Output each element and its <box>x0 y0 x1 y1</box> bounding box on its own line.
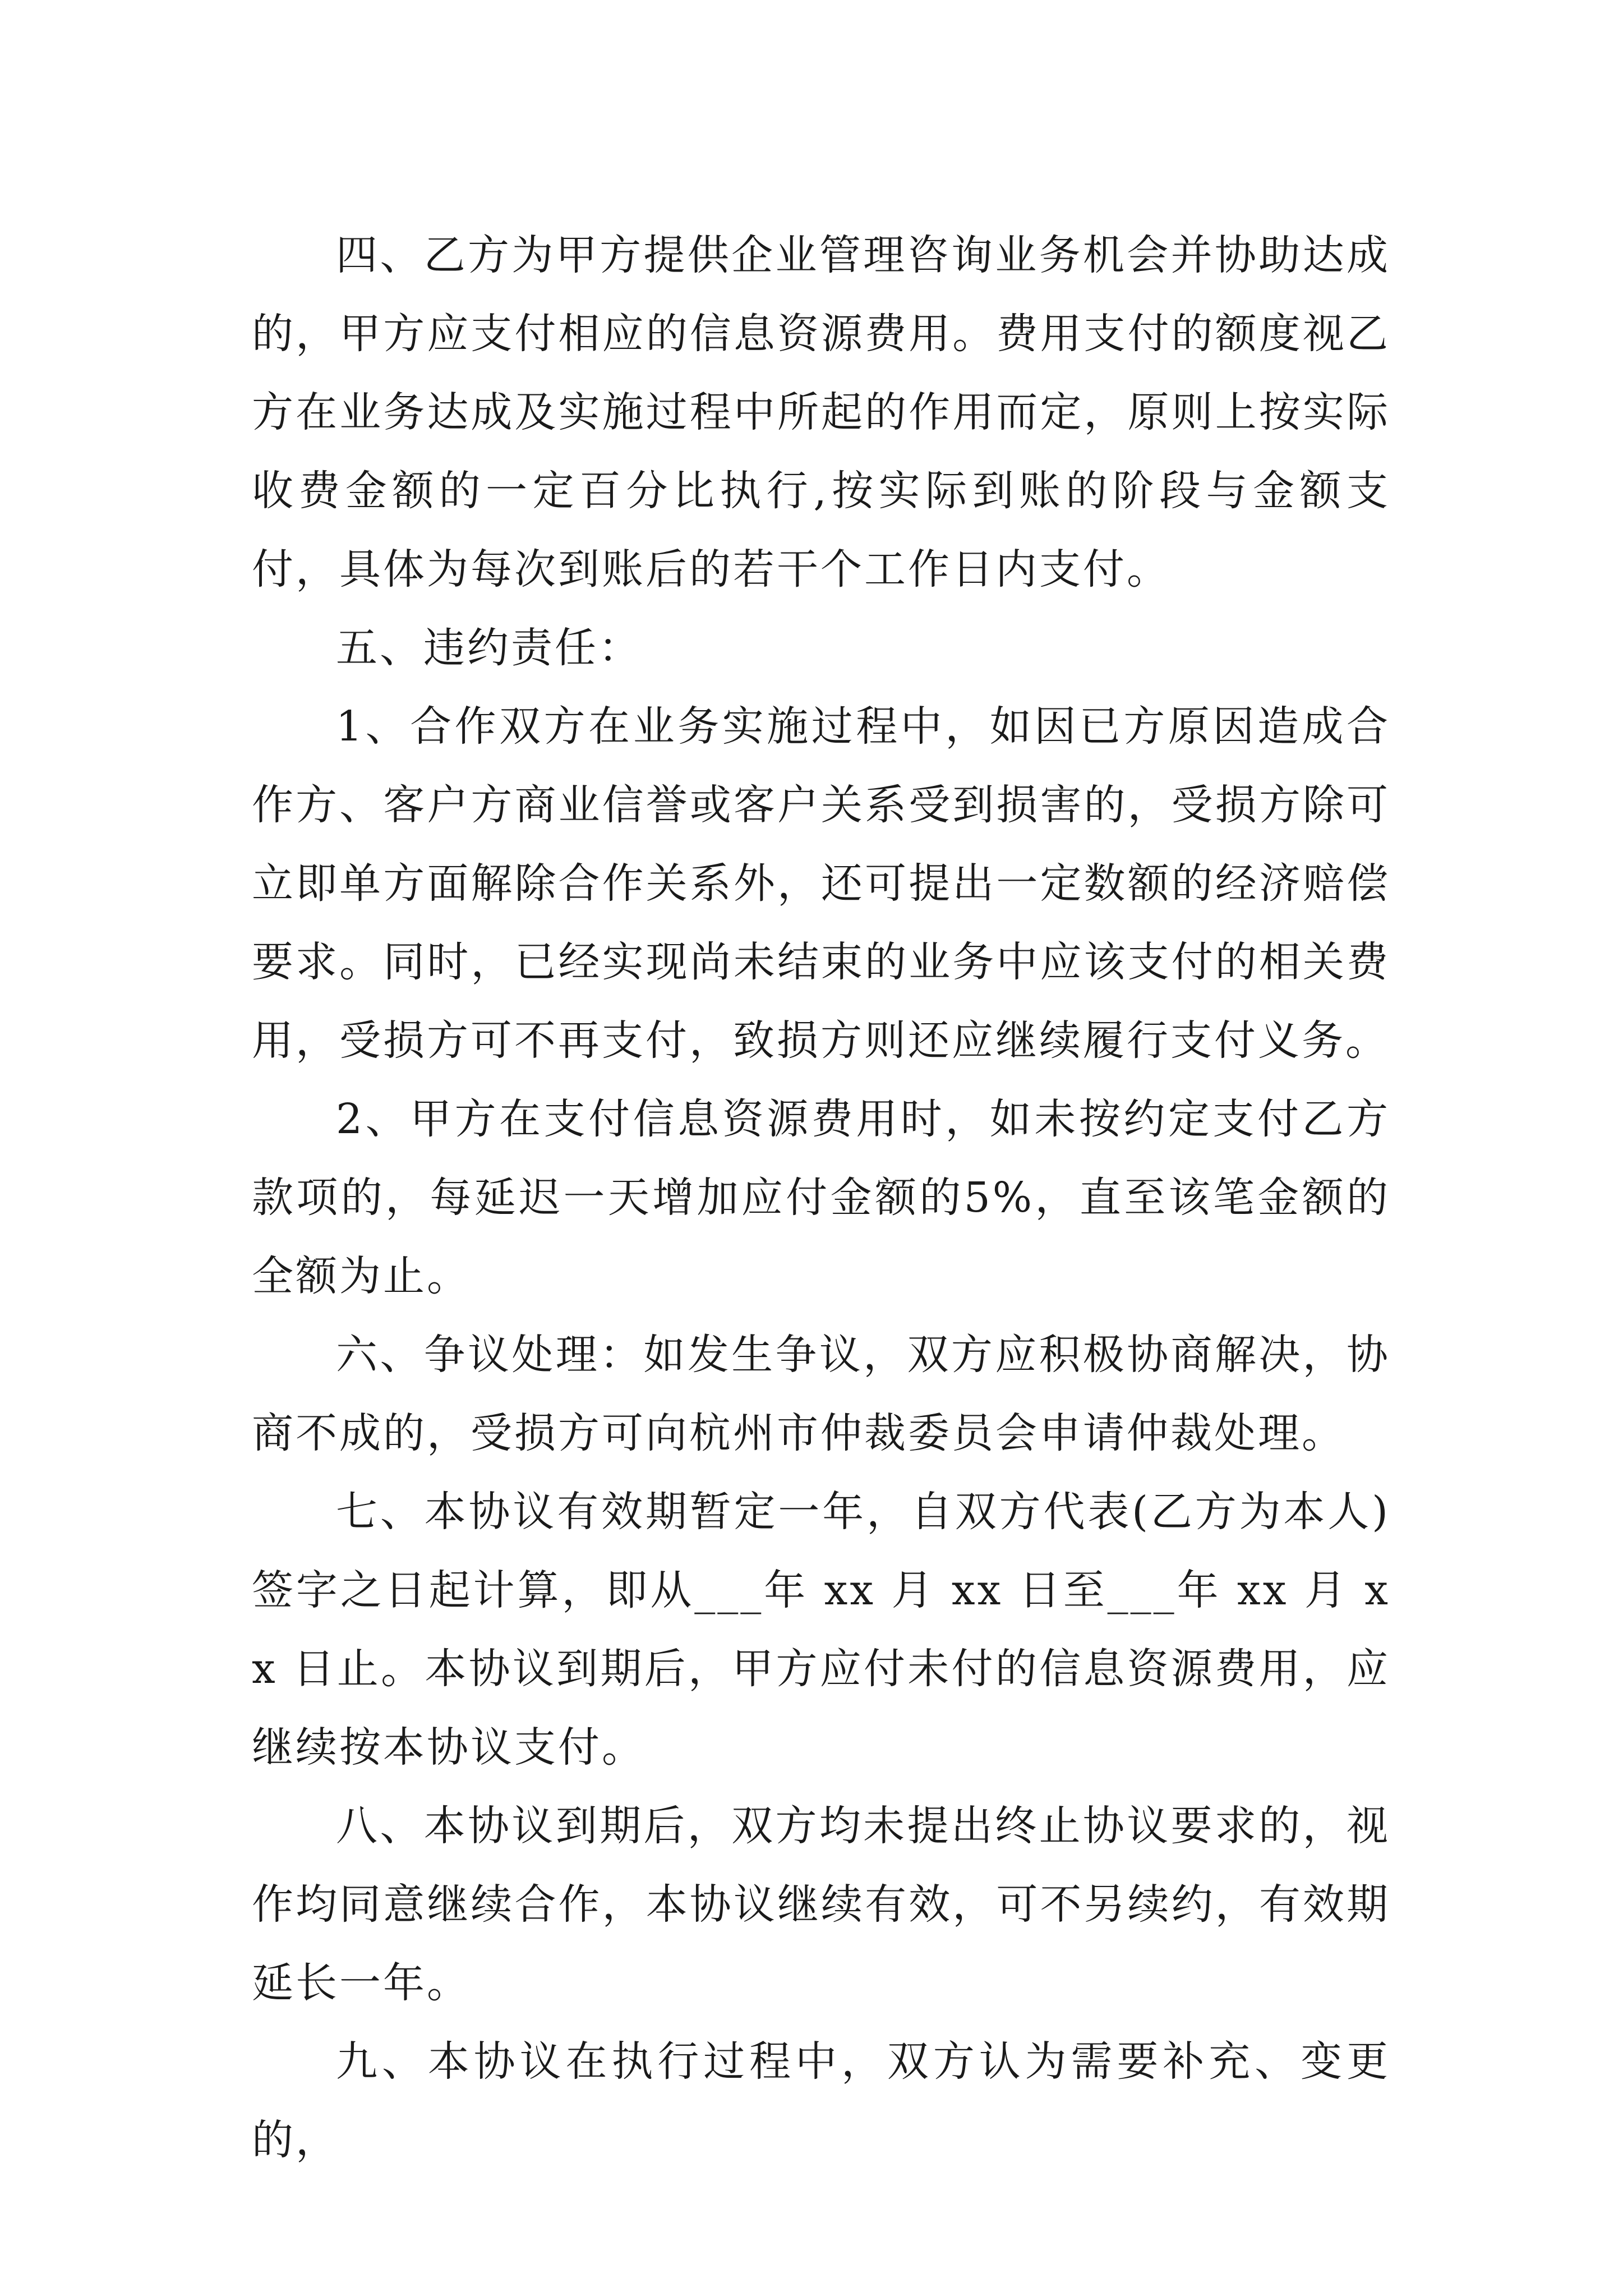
document-body <box>252 216 1390 2179</box>
clause-5-2-paragraph: 2、甲方在支付信息资源费用时，如未按约定支付乙方款项的，每延迟一天增加应付金额的5%，直至该笔金额的全额为止。 <box>252 1095 1390 1300</box>
clause-9-paragraph: 九、本协议在执行过程中，双方认为需要补充、变更的， <box>252 2037 1390 2164</box>
clause-4-paragraph: 四、乙方为甲方提供企业管理咨询业务机会并协助达成的，甲方应支付相应的信息资源费用。费用支付的额度视乙方在业务达成及实施过程中所起的作用而定，原则上按实际收费金额的一定百分比执行,按实际到账的阶段与金额支付，具体为每次到账后的若干个工作日内支付。 <box>252 231 1390 593</box>
clause-5-heading: 五、违约责任： <box>336 624 642 672</box>
clause-7-paragraph: 七、本协议有效期暂定一年，自双方代表(乙方为本人)签字之日起计算，即从___年 xx 月 xx 日至___年 xx 月 xx 日止。本协议到期后，甲方应付未付的信息资源费用，应继续按本协议支付。 <box>252 1488 1390 1772</box>
clause-8-paragraph: 八、本协议到期后，双方均未提出终止协议要求的，视作均同意继续合作，本协议继续有效，可不另续约，有效期延长一年。 <box>252 1802 1390 2007</box>
clause-5-1-paragraph: 1、合作双方在业务实施过程中，如因已方原因造成合作方、客户方商业信誉或客户关系受到损害的，受损方除可立即单方面解除合作关系外，还可提出一定数额的经济赔偿要求。同时，已经实现尚未结束的业务中应该支付的相关费用，受损方可不再支付，致损方则还应继续履行支付义务。 <box>252 702 1390 1065</box>
clause-6-paragraph: 六、争议处理：如发生争议，双方应积极协商解决，协商不成的，受损方可向杭州市仲裁委员会申请仲裁处理。 <box>252 1331 1390 1457</box>
